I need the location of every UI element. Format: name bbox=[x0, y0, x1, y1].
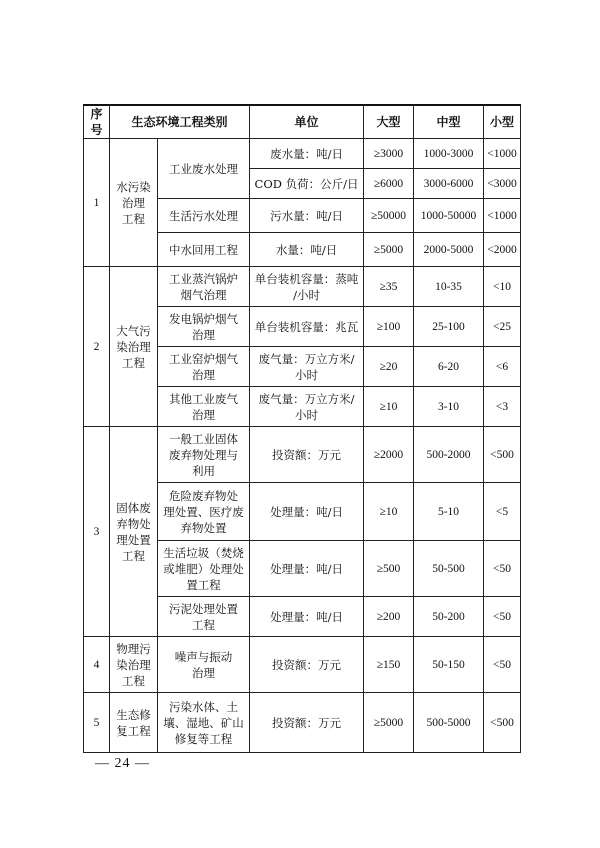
unit-cell: 废气量：万立方米/ 小时 bbox=[250, 347, 364, 387]
sub-category: 污染水体、土 壤、湿地、矿山 修复等工程 bbox=[158, 693, 250, 753]
large-cell: ≥2000 bbox=[364, 427, 414, 483]
unit-cell: 水量：吨/日 bbox=[250, 233, 364, 267]
group-name: 固体废 弃物处 理处置 工程 bbox=[110, 427, 158, 637]
sub-category: 工业窑炉烟气 治理 bbox=[158, 347, 250, 387]
page-number: — 24 — bbox=[95, 756, 150, 771]
unit-cell: 废气量：万立方米/ 小时 bbox=[250, 387, 364, 427]
header-category: 生态环境工程类别 bbox=[110, 105, 250, 139]
medium-cell: 50-150 bbox=[414, 637, 484, 693]
small-cell: <1000 bbox=[484, 139, 521, 169]
group-number: 3 bbox=[84, 427, 110, 637]
header-small: 小型 bbox=[484, 105, 521, 139]
header-seq: 序号 bbox=[84, 105, 110, 139]
medium-cell: 3000-6000 bbox=[414, 169, 484, 199]
medium-cell: 1000-50000 bbox=[414, 199, 484, 233]
large-cell: ≥50000 bbox=[364, 199, 414, 233]
small-cell: <500 bbox=[484, 693, 521, 753]
medium-cell: 500-2000 bbox=[414, 427, 484, 483]
large-cell: ≥100 bbox=[364, 307, 414, 347]
unit-cell: 处理量：吨/日 bbox=[250, 597, 364, 637]
large-cell: ≥35 bbox=[364, 267, 414, 307]
medium-cell: 10-35 bbox=[414, 267, 484, 307]
table-row bbox=[84, 637, 521, 693]
small-cell: <50 bbox=[484, 597, 521, 637]
unit-cell: 投资额：万元 bbox=[250, 427, 364, 483]
sub-category: 污泥处理处置 工程 bbox=[158, 597, 250, 637]
header-large: 大型 bbox=[364, 105, 414, 139]
group-number: 4 bbox=[84, 637, 110, 693]
sub-category: 噪声与振动 治理 bbox=[158, 637, 250, 693]
small-cell: <50 bbox=[484, 541, 521, 597]
table-row bbox=[84, 693, 521, 753]
large-cell: ≥10 bbox=[364, 483, 414, 541]
sub-category: 中水回用工程 bbox=[158, 233, 250, 267]
sub-category: 生活污水处理 bbox=[158, 199, 250, 233]
small-cell: <50 bbox=[484, 637, 521, 693]
sub-category: 工业废水处理 bbox=[158, 139, 250, 199]
large-cell: ≥10 bbox=[364, 387, 414, 427]
small-cell: <25 bbox=[484, 307, 521, 347]
table-header-row bbox=[84, 105, 521, 139]
group-number: 2 bbox=[84, 267, 110, 427]
group-name: 大气污 染治理 工程 bbox=[110, 267, 158, 427]
medium-cell: 2000-5000 bbox=[414, 233, 484, 267]
sub-category: 发电锅炉烟气 治理 bbox=[158, 307, 250, 347]
sub-category: 生活垃圾（焚烧 或堆肥）处理处 置工程 bbox=[158, 541, 250, 597]
header-unit: 单位 bbox=[250, 105, 364, 139]
group-name: 物理污 染治理 工程 bbox=[110, 637, 158, 693]
small-cell: <1000 bbox=[484, 199, 521, 233]
table-row bbox=[84, 427, 521, 483]
small-cell: <6 bbox=[484, 347, 521, 387]
small-cell: <3 bbox=[484, 387, 521, 427]
large-cell: ≥500 bbox=[364, 541, 414, 597]
medium-cell: 6-20 bbox=[414, 347, 484, 387]
medium-cell: 50-500 bbox=[414, 541, 484, 597]
large-cell: ≥150 bbox=[364, 637, 414, 693]
unit-cell: 单台装机容量：蒸吨 /小时 bbox=[250, 267, 364, 307]
medium-cell: 3-10 bbox=[414, 387, 484, 427]
sub-category: 其他工业废气 治理 bbox=[158, 387, 250, 427]
table-row bbox=[84, 139, 521, 169]
unit-cell: 废水量：吨/日 bbox=[250, 139, 364, 169]
small-cell: <5 bbox=[484, 483, 521, 541]
large-cell: ≥6000 bbox=[364, 169, 414, 199]
medium-cell: 500-5000 bbox=[414, 693, 484, 753]
unit-cell: 处理量：吨/日 bbox=[250, 483, 364, 541]
group-name: 水污染 治理 工程 bbox=[110, 139, 158, 267]
group-number: 1 bbox=[84, 139, 110, 267]
group-name: 生态修 复工程 bbox=[110, 693, 158, 753]
engineering-scale-table bbox=[83, 104, 521, 753]
medium-cell: 50-200 bbox=[414, 597, 484, 637]
medium-cell: 25-100 bbox=[414, 307, 484, 347]
large-cell: ≥20 bbox=[364, 347, 414, 387]
unit-cell: 单台装机容量：兆瓦 bbox=[250, 307, 364, 347]
unit-cell: 投资额：万元 bbox=[250, 693, 364, 753]
unit-cell: 处理量：吨/日 bbox=[250, 541, 364, 597]
unit-cell: COD 负荷：公斤/日 bbox=[250, 169, 364, 199]
medium-cell: 1000-3000 bbox=[414, 139, 484, 169]
sub-category: 危险废弃物处 理处置、医疗废 弃物处置 bbox=[158, 483, 250, 541]
unit-cell: 投资额：万元 bbox=[250, 637, 364, 693]
large-cell: ≥5000 bbox=[364, 233, 414, 267]
table-row bbox=[84, 267, 521, 307]
large-cell: ≥200 bbox=[364, 597, 414, 637]
medium-cell: 5-10 bbox=[414, 483, 484, 541]
group-number: 5 bbox=[84, 693, 110, 753]
unit-cell: 污水量：吨/日 bbox=[250, 199, 364, 233]
sub-category: 一般工业固体 废弃物处理与 利用 bbox=[158, 427, 250, 483]
sub-category: 工业蒸汽锅炉 烟气治理 bbox=[158, 267, 250, 307]
large-cell: ≥5000 bbox=[364, 693, 414, 753]
small-cell: <3000 bbox=[484, 169, 521, 199]
small-cell: <10 bbox=[484, 267, 521, 307]
small-cell: <2000 bbox=[484, 233, 521, 267]
small-cell: <500 bbox=[484, 427, 521, 483]
header-medium: 中型 bbox=[414, 105, 484, 139]
large-cell: ≥3000 bbox=[364, 139, 414, 169]
